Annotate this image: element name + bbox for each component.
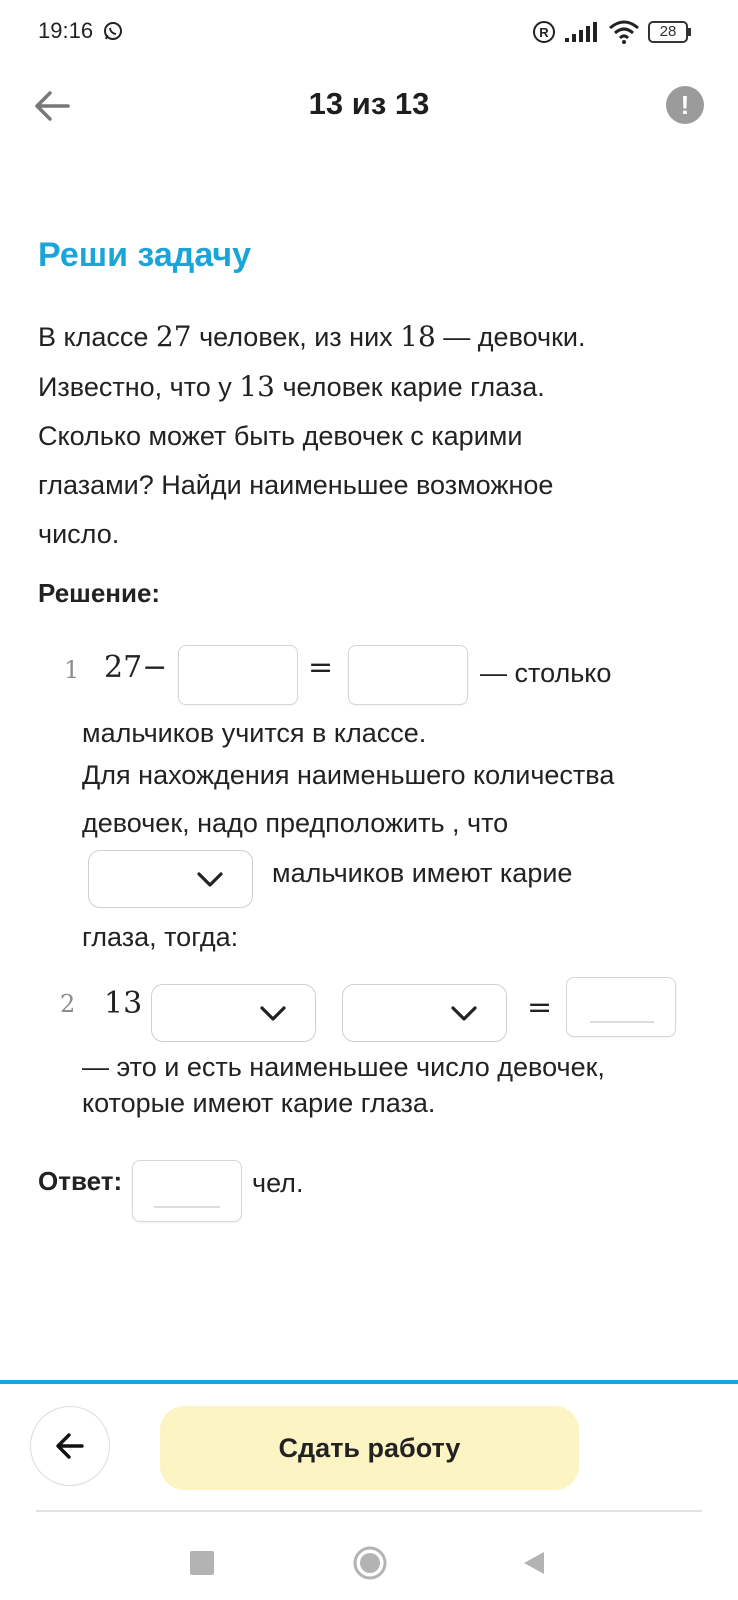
step-1-boys-select[interactable] xyxy=(88,850,253,908)
solution-label: Решение: xyxy=(38,578,161,608)
step-2-equals: = xyxy=(527,990,553,1025)
step-2-number: 2 xyxy=(60,990,76,1018)
report-icon[interactable]: ! xyxy=(666,86,704,124)
problem-line-5: число. xyxy=(38,519,120,549)
problem-text xyxy=(38,312,708,559)
total-count: 27 xyxy=(155,320,192,353)
page-title: 13 из 13 xyxy=(308,86,430,121)
step-1-number: 1 xyxy=(64,656,80,684)
problem-line-2: Известно, что у 13 человек карие глаза. xyxy=(38,370,545,403)
chevron-down-icon xyxy=(259,1005,287,1023)
step-1-line-6: глаза, тогда: xyxy=(82,922,239,952)
step-2-operand-select[interactable] xyxy=(342,984,507,1042)
input-underline xyxy=(590,1021,654,1023)
previous-task-button[interactable] xyxy=(30,1406,110,1486)
step-2-line-2: — это и есть наименьшее число девочек, xyxy=(82,1052,605,1082)
nav-divider xyxy=(36,1510,702,1512)
footer-divider xyxy=(0,1380,738,1384)
problem-line-4: глазами? Найди наименьшее возможное xyxy=(38,470,554,500)
chevron-down-icon xyxy=(196,871,224,889)
step-2-operator-select[interactable] xyxy=(151,984,316,1042)
answer-label: Ответ: xyxy=(38,1166,123,1196)
answer-input[interactable] xyxy=(132,1160,242,1222)
registered-icon xyxy=(532,20,556,44)
answer-unit: чел. xyxy=(252,1168,304,1198)
wifi-icon xyxy=(608,19,640,45)
problem-line-1: В классе 27 человек, из них 18 — девочки. xyxy=(38,320,586,353)
problem-line-3: Сколько может быть девочек с карими xyxy=(38,421,523,451)
step-1-line-4: девочек, надо предположить , что xyxy=(82,808,509,838)
step-1-equals: = xyxy=(308,650,334,685)
brown-eyes-count: 13 xyxy=(239,370,275,403)
home-icon[interactable] xyxy=(352,1545,388,1581)
step-1-line-2: мальчиков учится в классе. xyxy=(82,718,427,748)
step-1-input-boys[interactable] xyxy=(348,645,468,705)
step-1-tail: — столько xyxy=(480,658,612,688)
step-1-line-3: Для нахождения наименьшего количества xyxy=(82,760,615,790)
step-1-after-select: мальчиков имеют карие xyxy=(272,858,573,888)
battery-level: 28 xyxy=(659,23,677,40)
input-underline xyxy=(154,1206,220,1208)
submit-button[interactable]: Сдать работу xyxy=(160,1406,579,1490)
step-1-input-girls[interactable] xyxy=(178,645,298,705)
svg-text:R: R xyxy=(539,25,549,40)
system-back-icon[interactable] xyxy=(520,1549,548,1577)
whatsapp-icon xyxy=(103,21,123,41)
step-2-result-input[interactable] xyxy=(566,977,676,1037)
chevron-down-icon xyxy=(450,1005,478,1023)
step-2-expression: 13 xyxy=(104,986,143,1021)
answer-field xyxy=(132,1160,242,1222)
arrow-left-icon xyxy=(55,1432,85,1460)
recent-apps-icon[interactable] xyxy=(190,1551,214,1575)
task-heading: Реши задачу xyxy=(38,236,252,274)
step-2-result-field xyxy=(566,977,676,1037)
status-time: 19:16 xyxy=(38,18,94,43)
signal-icon xyxy=(563,20,599,44)
step-1-expression: 27− xyxy=(104,650,168,685)
girls-count: 18 xyxy=(400,320,436,353)
step-2-line-3: которые имеют карие глаза. xyxy=(82,1088,436,1118)
